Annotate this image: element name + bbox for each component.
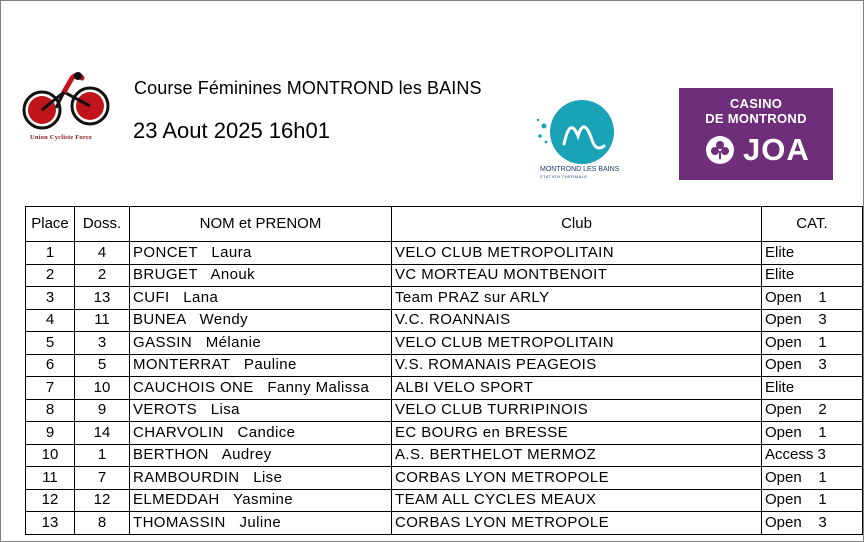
- cell-doss: 8: [75, 512, 130, 535]
- cell-club: VELO CLUB METROPOLITAIN: [392, 332, 762, 355]
- table-row: [26, 489, 863, 512]
- casino-joa-logo: [679, 88, 833, 180]
- table-row: [26, 444, 863, 467]
- cell-place: 1: [26, 242, 75, 265]
- cell-club: TEAM ALL CYCLES MEAUX: [392, 489, 762, 512]
- montrond-logo-name: MONTROND LES BAINS: [540, 166, 620, 173]
- cell-name: MONTERRAT Pauline: [130, 354, 392, 377]
- table-row: [26, 287, 863, 310]
- cell-place: 3: [26, 287, 75, 310]
- cell-place: 10: [26, 444, 75, 467]
- table-row: [26, 332, 863, 355]
- clover-icon: [705, 135, 735, 165]
- cell-cat: Open 1: [762, 489, 863, 512]
- cell-club: A.S. BERTHELOT MERMOZ: [392, 444, 762, 467]
- cell-place: 5: [26, 332, 75, 355]
- cell-place: 2: [26, 264, 75, 287]
- cell-name: BRUGET Anouk: [130, 264, 392, 287]
- cell-cat: Access 3: [762, 444, 863, 467]
- ucf-logo-text: Union Cycliste Forez: [30, 134, 93, 141]
- cell-club: VELO CLUB TURRIPINOIS: [392, 399, 762, 422]
- table-row: [26, 377, 863, 400]
- cell-place: 12: [26, 489, 75, 512]
- table-row: [26, 309, 863, 332]
- cell-place: 4: [26, 309, 75, 332]
- cell-doss: 4: [75, 242, 130, 265]
- cell-place: 13: [26, 512, 75, 535]
- header-cat: CAT.: [762, 207, 863, 242]
- cell-name: CAUCHOIS ONE Fanny Malissa: [130, 377, 392, 400]
- cell-place: 8: [26, 399, 75, 422]
- cell-club: CORBAS LYON METROPOLE: [392, 467, 762, 490]
- cell-doss: 12: [75, 489, 130, 512]
- cell-cat: Open 1: [762, 467, 863, 490]
- cell-cat: Open 3: [762, 309, 863, 332]
- cell-name: ELMEDDAH Yasmine: [130, 489, 392, 512]
- cell-cat: Open 1: [762, 287, 863, 310]
- cell-doss: 9: [75, 399, 130, 422]
- casino-logo-line1: CASINO: [729, 96, 783, 111]
- cell-name: BUNEA Wendy: [130, 309, 392, 332]
- cell-doss: 13: [75, 287, 130, 310]
- cell-name: RAMBOURDIN Lise: [130, 467, 392, 490]
- cell-cat: Open 3: [762, 354, 863, 377]
- cell-place: 6: [26, 354, 75, 377]
- table-row: [26, 242, 863, 265]
- cell-place: 11: [26, 467, 75, 490]
- table-row: [26, 354, 863, 377]
- cell-cat: Elite: [762, 264, 863, 287]
- header-place: Place: [26, 207, 75, 242]
- cell-name: VEROTS Lisa: [130, 399, 392, 422]
- table-row: [26, 512, 863, 535]
- table-header-row: [26, 207, 863, 242]
- cell-club: VC MORTEAU MONTBENOIT: [392, 264, 762, 287]
- montrond-logo-subtitle: STATION THERMALE: [540, 174, 588, 179]
- table-row: [26, 399, 863, 422]
- header-name: NOM et PRENOM: [130, 207, 392, 242]
- cell-cat: Open 1: [762, 332, 863, 355]
- header-club: Club: [392, 207, 762, 242]
- table-row: [26, 422, 863, 445]
- cell-cat: Open 1: [762, 422, 863, 445]
- cell-doss: 5: [75, 354, 130, 377]
- header-doss: Doss.: [75, 207, 130, 242]
- cell-name: CHARVOLIN Candice: [130, 422, 392, 445]
- cell-cat: Elite: [762, 242, 863, 265]
- cell-doss: 14: [75, 422, 130, 445]
- cell-club: V.S. ROMANAIS PEAGEOIS: [392, 354, 762, 377]
- cell-club: ALBI VELO SPORT: [392, 377, 762, 400]
- casino-logo-line2: DE MONTROND: [705, 111, 807, 126]
- cell-club: VELO CLUB METROPOLITAIN: [392, 242, 762, 265]
- cell-doss: 3: [75, 332, 130, 355]
- cell-cat: Open 2: [762, 399, 863, 422]
- cell-club: Team PRAZ sur ARLY: [392, 287, 762, 310]
- cell-doss: 1: [75, 444, 130, 467]
- cell-doss: 2: [75, 264, 130, 287]
- cell-doss: 11: [75, 309, 130, 332]
- cell-doss: 10: [75, 377, 130, 400]
- cell-club: V.C. ROANNAIS: [392, 309, 762, 332]
- cell-club: EC BOURG en BRESSE: [392, 422, 762, 445]
- cell-place: 9: [26, 422, 75, 445]
- cell-name: CUFI Lana: [130, 287, 392, 310]
- cell-name: GASSIN Mélanie: [130, 332, 392, 355]
- cell-name: BERTHON Audrey: [130, 444, 392, 467]
- table-row: [26, 264, 863, 287]
- cell-cat: Elite: [762, 377, 863, 400]
- page-title: Course Féminines MONTROND les BAINS: [134, 78, 482, 98]
- cell-place: 7: [26, 377, 75, 400]
- casino-logo-word: JOA: [743, 132, 810, 167]
- race-date: 23 Aout 2025 16h01: [133, 118, 330, 143]
- cell-club: CORBAS LYON METROPOLE: [392, 512, 762, 535]
- cell-doss: 7: [75, 467, 130, 490]
- table-row: [26, 467, 863, 490]
- cell-name: THOMASSIN Juline: [130, 512, 392, 535]
- cell-cat: Open 3: [762, 512, 863, 535]
- cell-name: PONCET Laura: [130, 242, 392, 265]
- results-table: [25, 206, 863, 535]
